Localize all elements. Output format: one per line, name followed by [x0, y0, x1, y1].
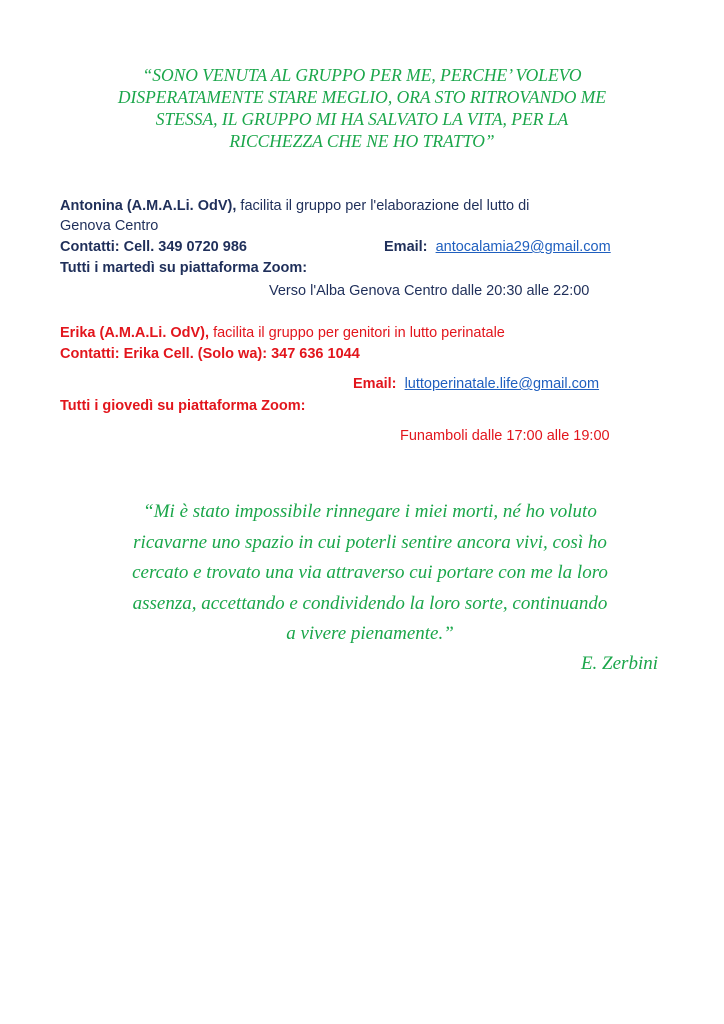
- bottom-quote-line: cercato e trovato una via attraverso cui portare con me la loro: [132, 562, 608, 583]
- top-quote-line: STESSA, IL GRUPPO MI HA SALVATO LA VITA, PER LA: [155, 109, 569, 129]
- top-quote-line: “SONO VENUTA AL GRUPPO PER ME, PERCHE’ VOLEVO: [142, 65, 582, 85]
- antonina-email-row: [384, 238, 611, 256]
- antonina-contacts: Contatti: Cell. 349 0720 986: [60, 239, 247, 255]
- antonina-schedule: Tutti i martedì su piattaforma Zoom:: [60, 260, 308, 276]
- erika-name: Erika (A.M.A.Li. OdV),: [60, 325, 210, 341]
- top-quote-line: RICCHEZZA CHE NE HO TRATTO”: [229, 131, 495, 151]
- antonina-description: facilita il gruppo per l'elaborazione del lutto di: [236, 198, 530, 214]
- top-quote: [40, 64, 684, 152]
- top-quote-line: DISPERATAMENTE STARE MEGLIO, ORA STO RITROVANDO ME: [117, 87, 607, 107]
- bottom-quote-line: a vivere pienamente.”: [286, 623, 454, 644]
- antonina-description-cont: Genova Centro: [60, 218, 159, 234]
- antonina-schedule-detail: Verso l'Alba Genova Centro dalle 20:30 alle 22:00: [269, 283, 590, 299]
- erika-schedule-detail: Funamboli dalle 17:00 alle 19:00: [400, 428, 610, 444]
- antonina-email-link[interactable]: antocalamia29@gmail.com: [435, 239, 611, 255]
- erika-description: facilita il gruppo per genitori in lutto perinatale: [209, 325, 505, 341]
- bottom-quote: [70, 497, 670, 650]
- erika-email-row: [353, 375, 599, 393]
- antonina-intro: [60, 197, 529, 215]
- erika-email-label: Email:: [353, 376, 397, 392]
- erika-email-link[interactable]: luttoperinatale.life@gmail.com: [404, 376, 600, 392]
- bottom-quote-line: ricavarne uno spazio in cui poterli sentire ancora vivi, così ho: [133, 531, 607, 553]
- quote-author: E. Zerbini: [580, 653, 658, 674]
- erika-intro: [60, 324, 505, 342]
- erika-contacts: Contatti: Erika Cell. (Solo wa): 347 636 1044: [60, 346, 360, 362]
- bottom-quote-line: assenza, accettando e condividendo la loro sorte, continuando: [132, 592, 608, 614]
- antonina-email-label: Email:: [384, 239, 428, 255]
- bottom-quote-line: “Mi è stato impossibile rinnegare i miei morti, né ho voluto: [143, 501, 597, 522]
- antonina-name: Antonina (A.M.A.Li. OdV),: [60, 198, 237, 214]
- erika-schedule: Tutti i giovedì su piattaforma Zoom:: [60, 398, 306, 414]
